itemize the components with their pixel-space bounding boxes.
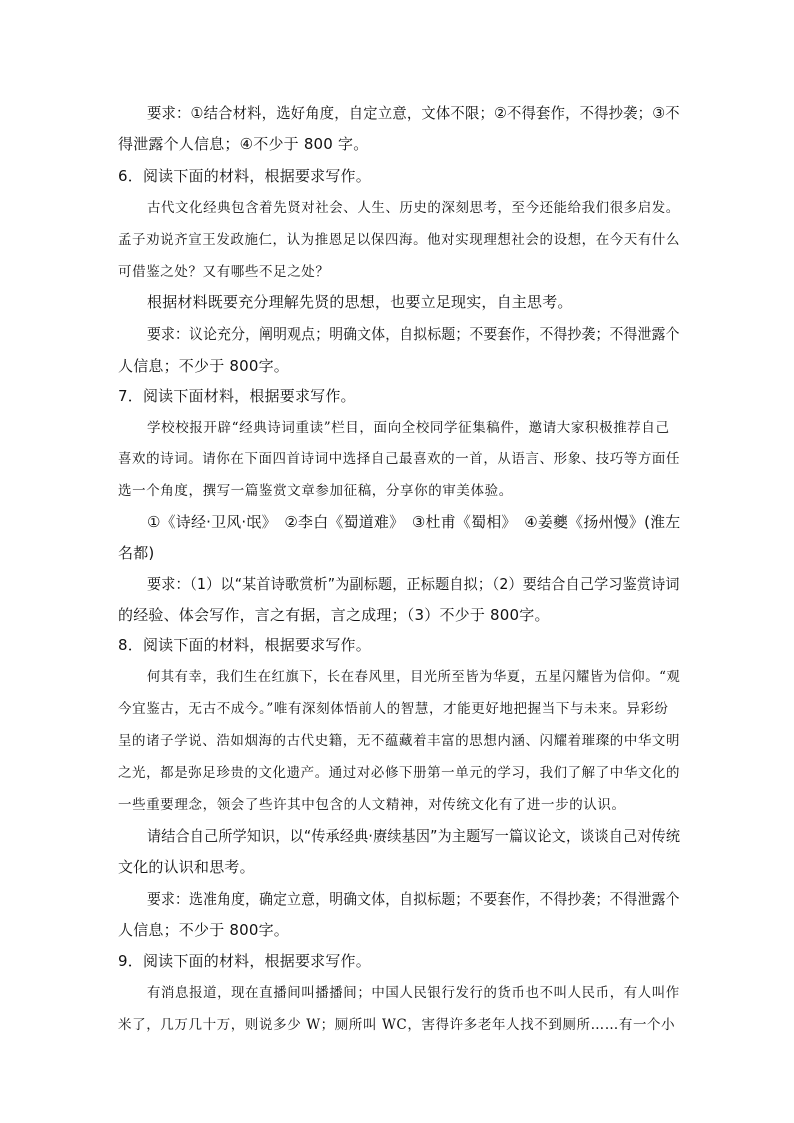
question-6-heading: 6．阅读下面的材料，根据要求写作。 — [118, 167, 371, 185]
question-7-material-line-3: 选一个角度，撰写一篇鉴赏文章参加征稿，分享你的审美体验。 — [118, 483, 513, 499]
question-6-instruction: 根据材料既要充分理解先贤的思想，也要立足现实，自主思考。 — [147, 293, 573, 311]
requirement-7-line-1: 要求：（1）以“某首诗歌赏析”为副标题，正标题自拟；（2）要结合自己学习鉴赏诗词 — [147, 575, 680, 593]
question-8-material-line-3: 呈的诸子学说、浩如烟海的古代史籍，无不蕴藏着丰富的思想内涵、闪耀着璀璨的中华文明 — [118, 733, 681, 749]
requirement-5-line-2: 得泄露个人信息；④不少于 800 字。 — [118, 135, 369, 153]
question-6-material-line-3: 可借鉴之处？又有哪些不足之处？ — [118, 264, 330, 280]
question-8-material-line-2: 今宜鉴古，无古不成今。”唯有深刻体悟前人的智慧，才能更好地把握当下与未来。异彩纷 — [118, 701, 669, 717]
question-7-material-line-2: 喜欢的诗词。请你在下面四首诗词中选择自己最喜欢的一首，从语言、形象、技巧等方面任 — [118, 451, 681, 467]
question-8-material-line-1: 何其有幸，我们生在红旗下，长在春风里，目光所至皆为华夏，五星闪耀皆为信仰。“观 — [147, 669, 681, 685]
question-6-material-line-1: 古代文化经典包含着先贤对社会、人生、历史的深刻思考，至今还能给我们很多启发。 — [147, 200, 680, 216]
requirement-7-line-2: 的经验、体会写作，言之有据，言之成理；（3）不少于 800字。 — [118, 606, 550, 624]
question-9-material-line-2: 米了，几万几十万，则说多少 W；厕所叫 WC，害得许多老年人找不到厕所……有一个小 — [118, 1017, 676, 1033]
question-7-poem-options-line-2: 名都) — [118, 544, 155, 562]
question-7-heading: 7．阅读下面材料，根据要求写作。 — [118, 387, 356, 405]
requirement-5-line-1: 要求：①结合材料，选好角度，自定立意，文体不限；②不得套作，不得抄袭；③不 — [147, 104, 680, 122]
question-8-material-line-4: 之光，都是弥足珍贵的文化遗产。通过对必修下册第一单元的学习，我们了解了中华文化的 — [118, 765, 681, 781]
question-9-material-line-1: 有消息报道，现在直播间叫播播间；中国人民银行发行的货币也不叫人民币，有人叫作 — [147, 985, 680, 1001]
question-7-poem-options-line-1: ①《诗经·卫风·氓》 ②李白《蜀道难》 ③杜甫《蜀相》 ④姜夔《扬州慢》(淮左 — [147, 513, 681, 531]
requirement-6-line-1: 要求：议论充分，阐明观点；明确文体，自拟标题；不要套作，不得抄袭；不得泄露个 — [147, 325, 680, 343]
requirement-8-line-1: 要求：选准角度，确定立意，明确文体，自拟标题；不要套作，不得抄袭；不得泄露个 — [147, 890, 680, 908]
question-8-heading: 8．阅读下面的材料，根据要求写作。 — [118, 636, 371, 654]
requirement-8-line-2: 人信息；不少于 800字。 — [118, 921, 289, 939]
question-6-material-line-2: 孟子劝说齐宣王发政施仁，认为推恩足以保四海。他对实现理想社会的设想，在今天有什么 — [118, 232, 681, 248]
question-7-material-line-1: 学校校报开辟“经典诗词重读”栏目，面向全校同学征集稿件，邀请大家积极推荐自己 — [147, 420, 670, 436]
question-9-heading: 9．阅读下面的材料，根据要求写作。 — [118, 952, 371, 970]
question-8-material-line-5: 一些重要理念，领会了些许其中包含的人文精神，对传统文化有了进一步的认识。 — [118, 797, 626, 813]
question-8-instruction-line-1: 请结合自己所学知识，以“传承经典·赓续基因”为主题写一篇议论文，谈谈自己对传统 — [147, 827, 681, 845]
requirement-6-line-2: 人信息；不少于 800字。 — [118, 357, 289, 375]
question-8-instruction-line-2: 文化的认识和思考。 — [118, 858, 255, 876]
